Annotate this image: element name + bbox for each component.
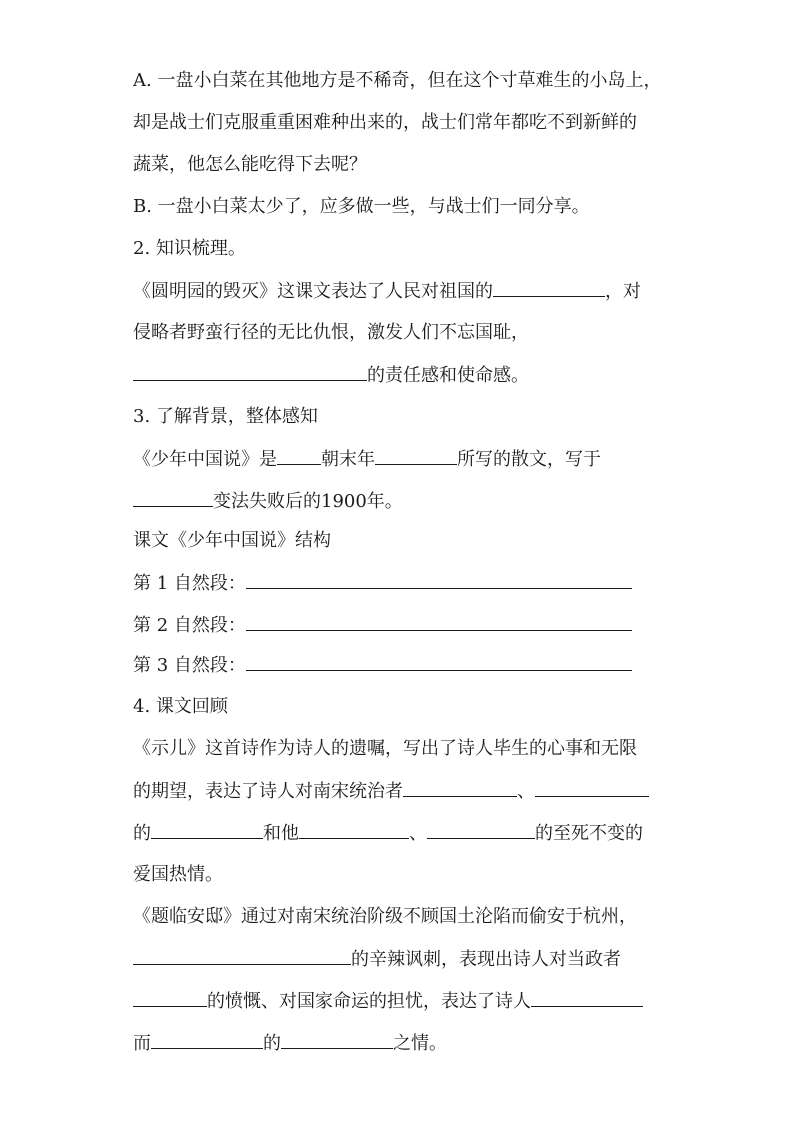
q2-text: ，对 <box>605 281 641 302</box>
q2-line-1 <box>133 276 662 306</box>
q3-text: 朝末年 <box>321 449 375 470</box>
q4-text: 的 <box>263 1033 281 1054</box>
q4-shier-line-2 <box>133 776 662 806</box>
option-a-line-2: 却是战士们克服重重困难种出来的，战士们常年都吃不到新鲜的 <box>133 112 637 133</box>
q4-tilin-line-2 <box>133 944 662 974</box>
q4-shier-line-3 <box>133 818 662 848</box>
blank-input[interactable] <box>427 818 535 839</box>
q3-para-3 <box>133 650 662 680</box>
blank-input[interactable] <box>133 944 351 965</box>
q2-line-3 <box>133 360 662 390</box>
q2-heading: 2. 知识梳理。 <box>133 238 246 259</box>
q4-text: 的辛辣讽刺，表现出诗人对当政者 <box>351 949 621 970</box>
q3-line-1 <box>133 444 662 474</box>
q2-line-2: 侵略者野蛮行径的无比仇恨，激发人们不忘国耻， <box>133 322 529 343</box>
para-label: 第 2 自然段： <box>133 615 246 636</box>
q4-tilin-line-1: 《题临安邸》通过对南宋统治阶级不顾国土沦陷而偷安于杭州， <box>133 906 637 927</box>
q4-shier-line-4: 爱国热情。 <box>133 864 223 885</box>
blank-input[interactable] <box>281 1028 393 1049</box>
option-a-line-3: 蔬菜，他怎么能吃得下去呢？ <box>133 154 367 175</box>
q3-line-2 <box>133 486 662 516</box>
blank-input[interactable] <box>493 276 605 297</box>
q4-text: 、 <box>409 823 427 844</box>
q3-text: 变法失败后的1900年。 <box>213 491 403 512</box>
q4-heading: 4. 课文回顾 <box>133 696 228 717</box>
blank-input[interactable] <box>277 444 321 465</box>
blank-input[interactable] <box>375 444 457 465</box>
blank-input[interactable] <box>246 650 632 671</box>
blank-input[interactable] <box>535 776 649 797</box>
blank-input[interactable] <box>151 1028 263 1049</box>
q4-text: 而 <box>133 1033 151 1054</box>
q3-text: 所写的散文，写于 <box>457 449 601 470</box>
para-label: 第 3 自然段： <box>133 655 246 676</box>
para-label: 第 1 自然段： <box>133 573 246 594</box>
blank-input[interactable] <box>531 986 643 1007</box>
blank-input[interactable] <box>133 986 207 1007</box>
q4-text: 的愤慨、对国家命运的担忧，表达了诗人 <box>207 991 531 1012</box>
blank-input[interactable] <box>246 610 632 631</box>
q3-structure-title: 课文《少年中国说》结构 <box>133 530 331 551</box>
q2-text: 《圆明园的毁灭》这课文表达了人民对祖国的 <box>133 281 493 302</box>
blank-input[interactable] <box>133 486 213 507</box>
q4-text: 、 <box>517 781 535 802</box>
q3-para-2 <box>133 610 662 640</box>
q4-text: 之情。 <box>393 1033 447 1054</box>
q2-text: 的责任感和使命感。 <box>367 365 529 386</box>
blank-input[interactable] <box>403 776 517 797</box>
q3-para-1 <box>133 568 662 598</box>
q4-text: 的至死不变的 <box>535 823 643 844</box>
q4-text: 的期望，表达了诗人对南宋统治者 <box>133 781 403 802</box>
q3-heading: 3. 了解背景，整体感知 <box>133 406 318 427</box>
blank-input[interactable] <box>151 818 263 839</box>
q4-text: 和他 <box>263 823 299 844</box>
q4-shier-line-1: 《示儿》这首诗作为诗人的遗嘱，写出了诗人毕生的心事和无限 <box>133 738 637 759</box>
blank-input[interactable] <box>133 360 367 381</box>
blank-input[interactable] <box>299 818 409 839</box>
q3-text: 《少年中国说》是 <box>133 449 277 470</box>
q4-tilin-line-3 <box>133 986 662 1016</box>
q4-tilin-line-4 <box>133 1028 662 1058</box>
blank-input[interactable] <box>246 568 632 589</box>
option-b-line: B. 一盘小白菜太少了，应多做一些，与战士们一同分享。 <box>133 196 590 217</box>
q4-text: 的 <box>133 823 151 844</box>
option-a-line-1: A. 一盘小白菜在其他地方是不稀奇，但在这个寸草难生的小岛上， <box>133 70 662 91</box>
